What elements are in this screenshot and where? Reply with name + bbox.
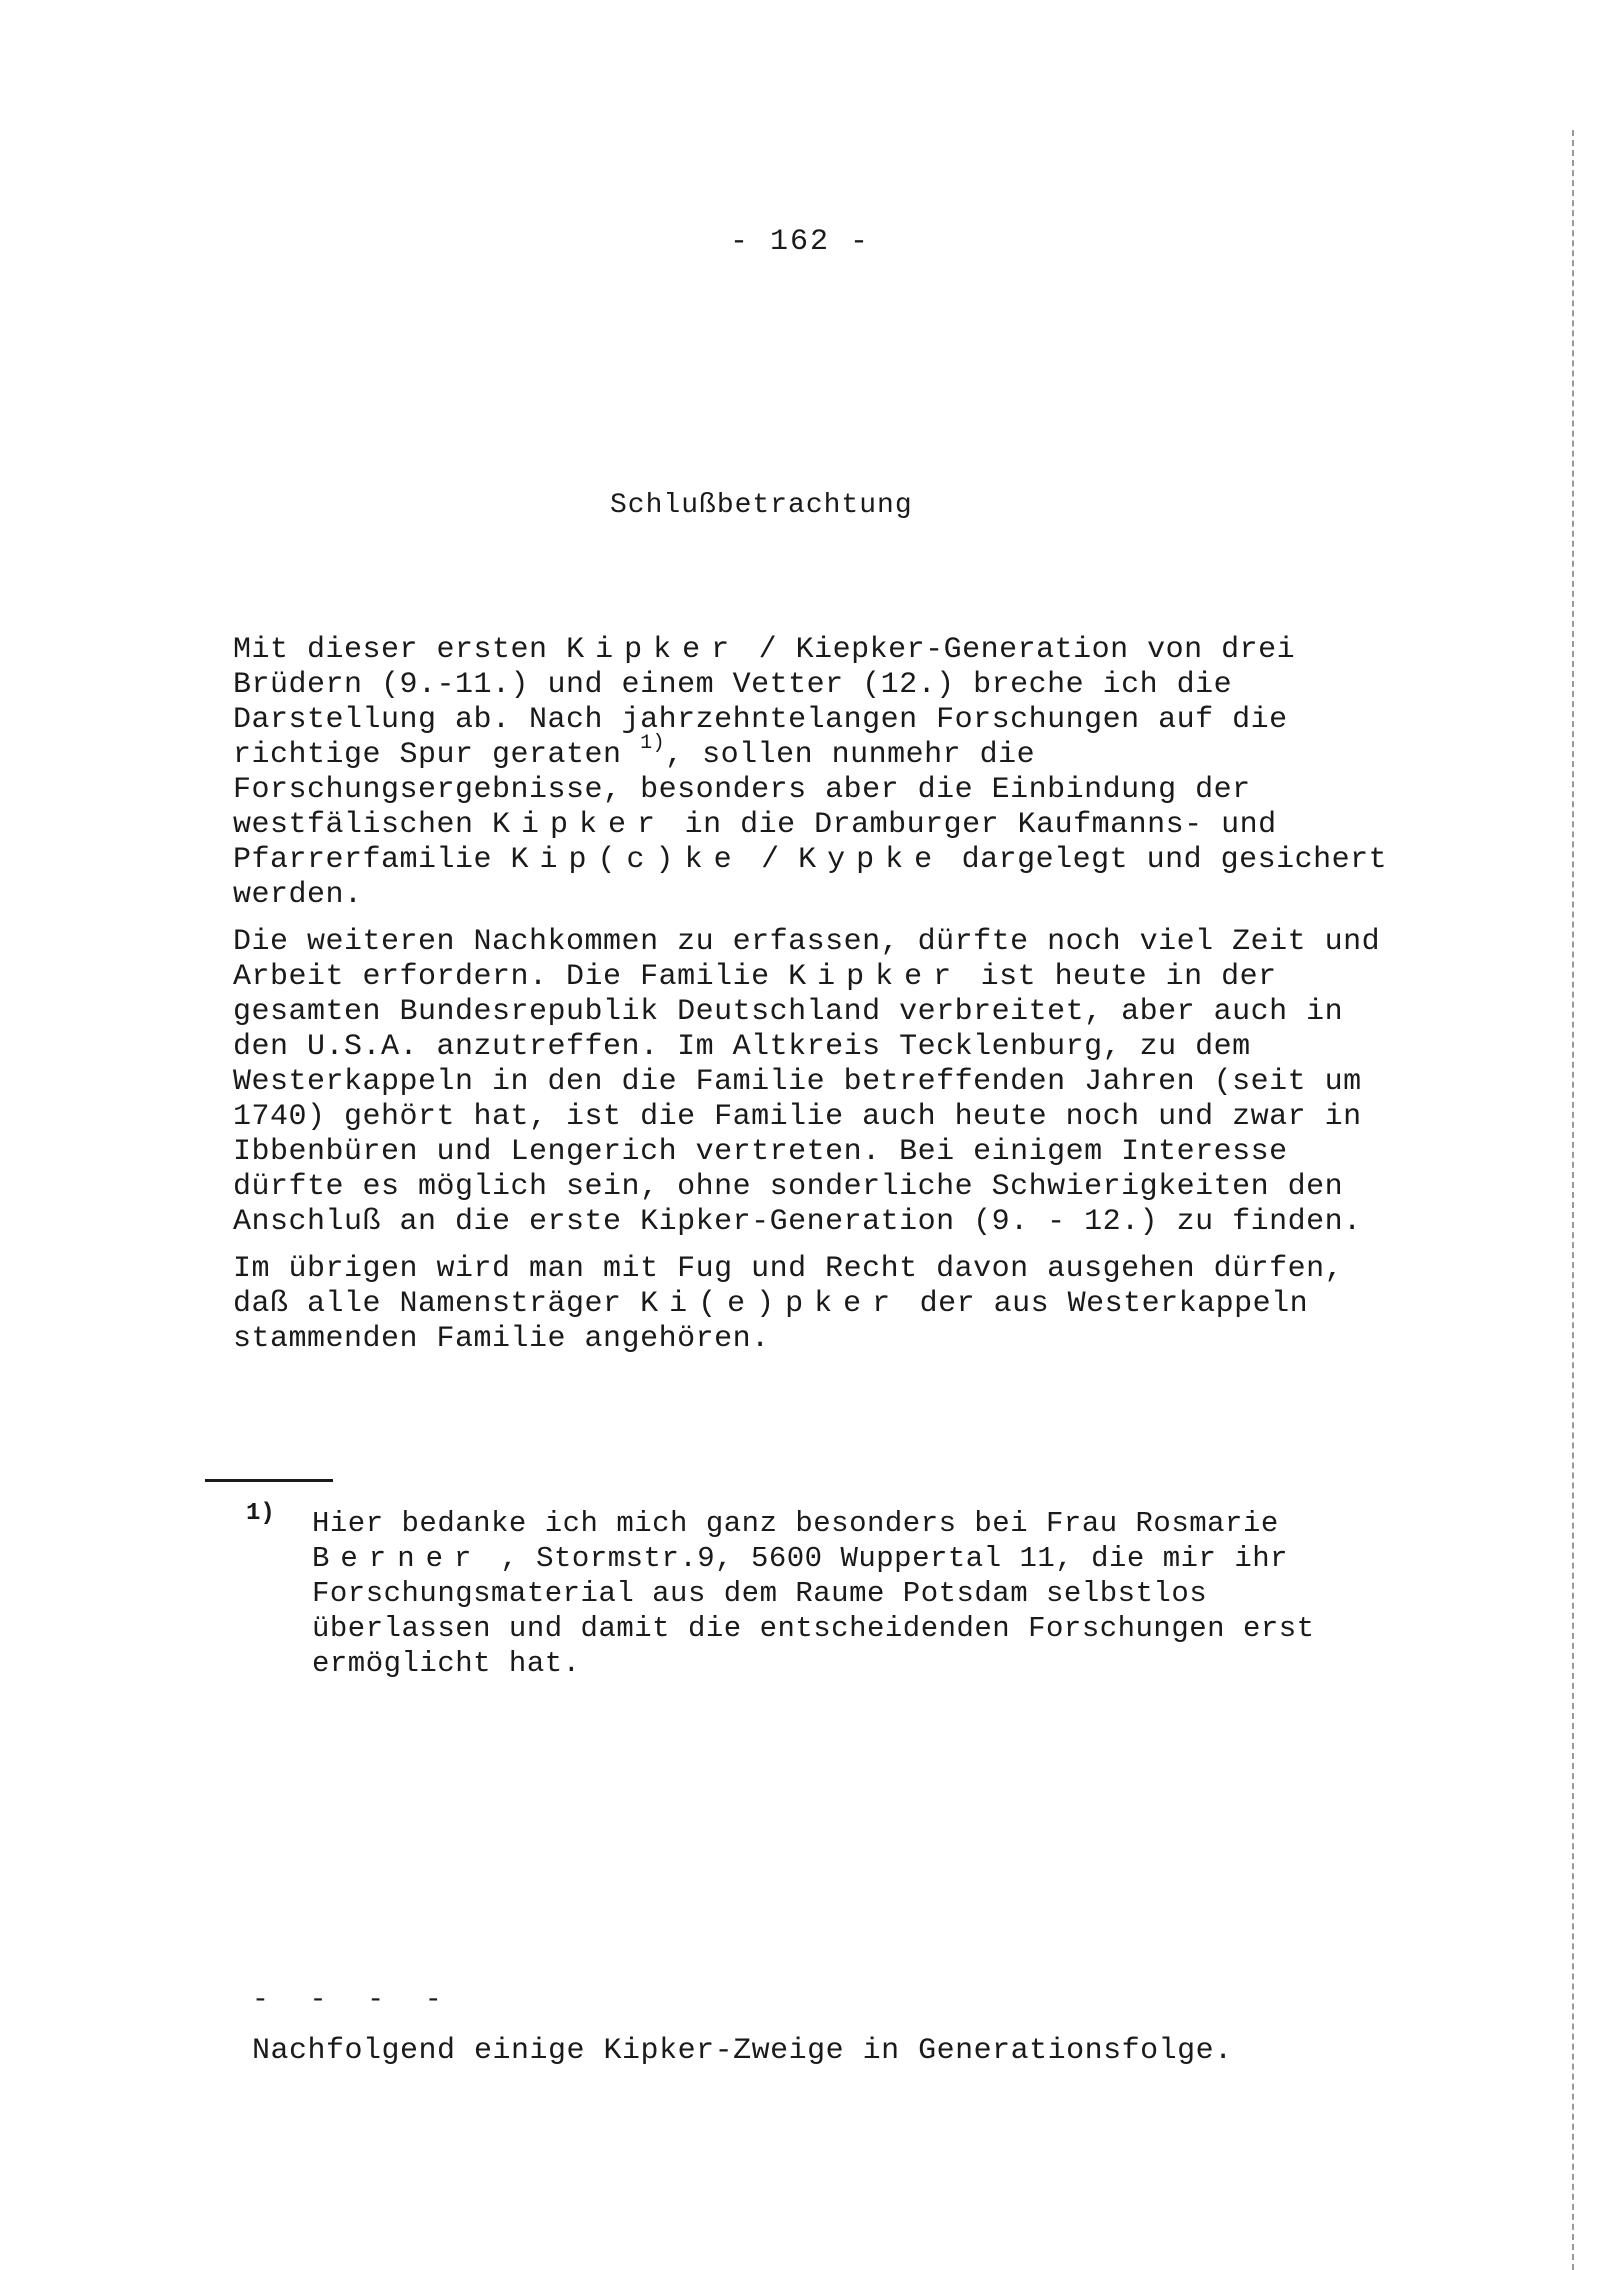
spaced-name: Kip(c)ke [510,843,743,877]
footnote-marker: 1) [246,1500,275,1527]
spaced-name: Berner [312,1542,483,1575]
text-run: dargelegt und gesichert werden. [233,843,1388,912]
footnote-reference: 1) [640,732,666,755]
text-run: Hier bedanke ich mich ganz besonders bei Frau Rosmarie [312,1507,1279,1540]
text-run: der aus Westerkappeln stammenden Familie angehören. [233,1287,1309,1356]
page-number: - 162 - [729,225,871,259]
spaced-name: Kipker [566,633,741,667]
text-run: Im übrigen wird man mit Fug und Recht davon ausgehen dürfen, daß alle Namensträger [233,1252,1344,1321]
closing-line: Nachfolgend einige Kipker-Zweige in Generationsfolge. [252,2034,1233,2068]
text-run: , Stormstr.9, 5600 Wuppertal 11, die mir ihr Forschungsmaterial aus dem Raume Potsdam selbstlos überlassen und damit die entscheidenden Forschungen erst ermöglicht hat. [312,1542,1315,1680]
scan-edge-line [1572,130,1574,2270]
body-text [233,633,1393,1369]
spaced-name: Kipker [492,808,667,842]
text-run: in die Dramburger Kaufmanns- und Pfarrerfamilie [233,808,1277,877]
text-run: Mit dieser ersten [233,633,567,667]
spaced-name: Ki(e)pker [640,1287,902,1321]
spaced-name: Kypke [798,843,944,877]
footnote-text [312,1506,1392,1681]
text-run: / Kiepker-Generation von drei Brüdern (9.-11.) und einem Vetter (12.) breche ich die Darstellung ab. Nach jahrzehntelangen Forschungen auf die richtige Spur geraten [233,633,1296,772]
paragraph-1 [233,633,1393,913]
separator-dashes: - - - - [252,1985,454,2016]
paragraph-2 [233,925,1393,1240]
section-title: Schlußbetrachtung [610,490,913,521]
text-run: ist heute in der gesamten Bundesrepublik Deutschland verbreitet, aber auch in den U.S.A. anzutreffen. Im Altkreis Tecklenburg, zu dem Westerkappeln in den die Familie betreffenden Jahren (seit um 1740) gehört hat, ist die Familie auch heute noch und zwar in Ibbenbüren und Lengerich vertreten. Bei einigem Interesse dürfte es möglich sein, ohne sonderliche Schwierigkeiten den Anschluß an die erste Kipker-Generation (9. - 12.) zu finden. [233,960,1362,1239]
text-run: Die weiteren Nachkommen zu erfassen, dürfte noch viel Zeit und Arbeit erfordern. Die Familie [233,925,1381,994]
paragraph-3 [233,1252,1393,1357]
footnote-divider [205,1479,333,1482]
text-run: , sollen nunmehr die Forschungsergebnisse, besonders aber die Einbindung der westfälischen [233,738,1251,842]
text-run: / [742,843,799,877]
spaced-name: Kipker [788,960,963,994]
